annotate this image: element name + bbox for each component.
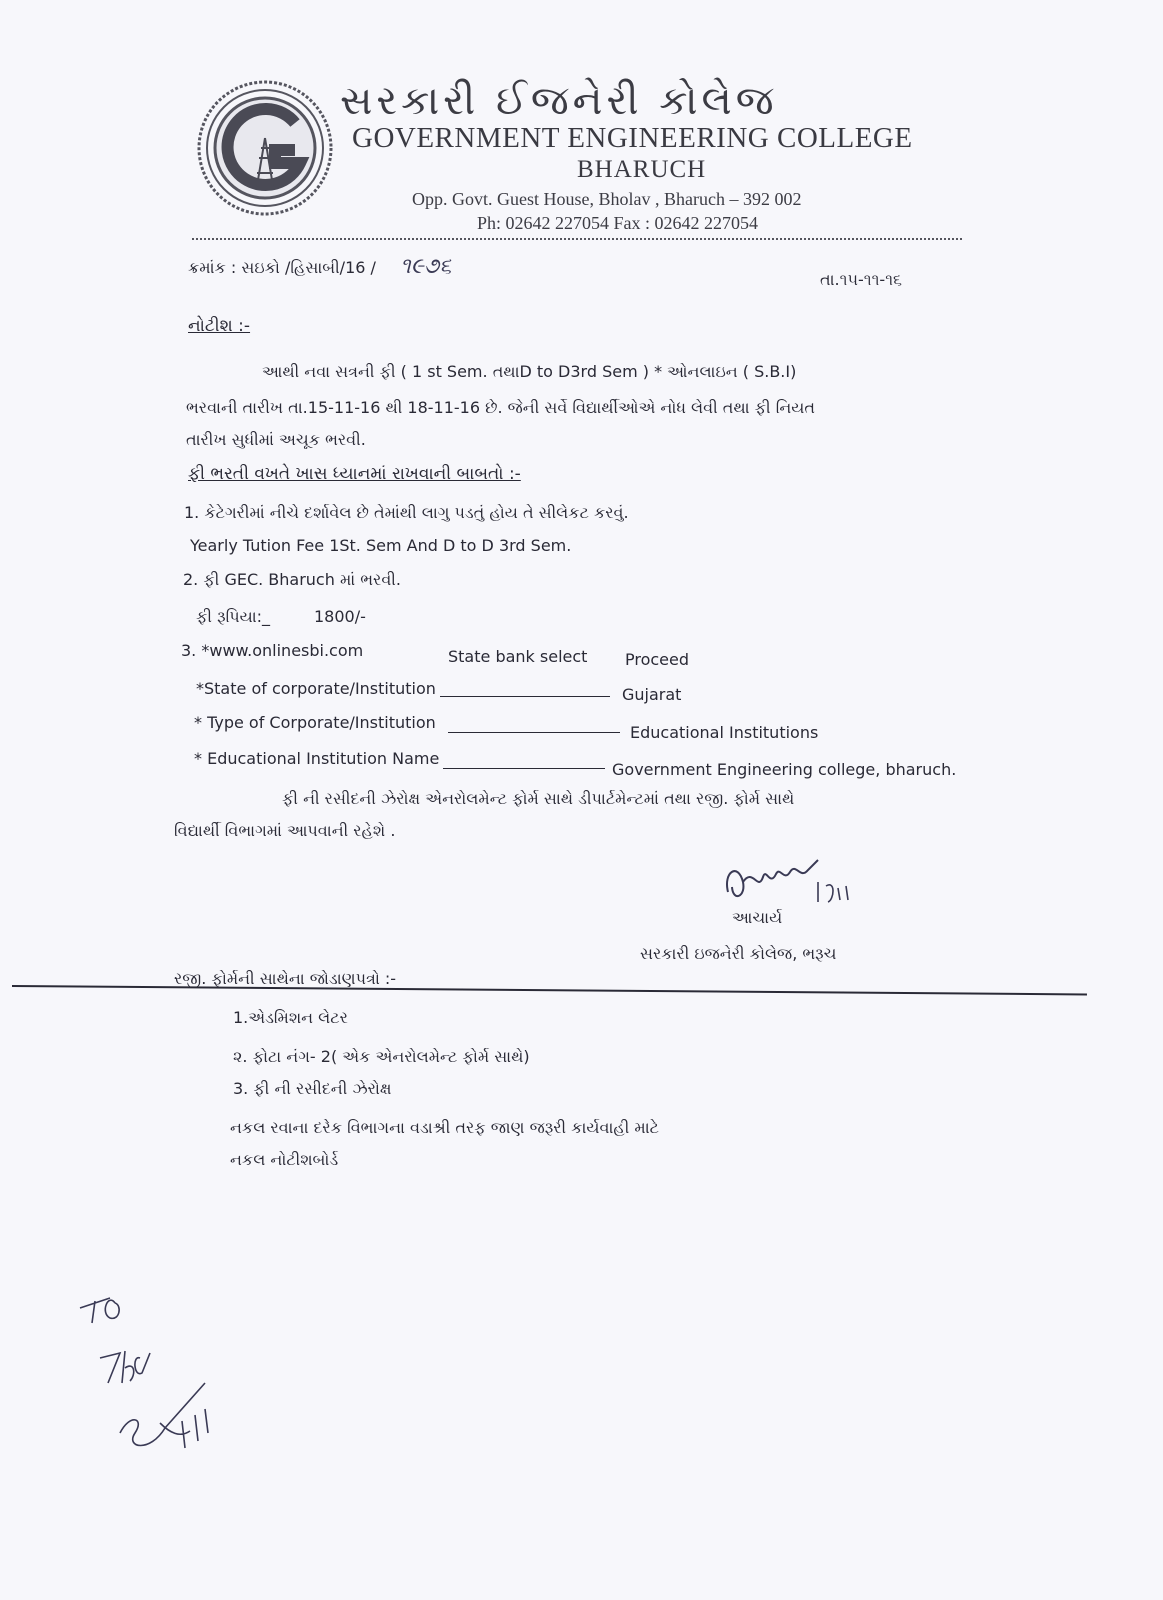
attachment-item-1: 1.એડમિશન લેટર: [233, 1008, 348, 1027]
name-blank: [443, 754, 605, 769]
header-divider: [192, 234, 962, 240]
college-name-gujarati: સરકારી ઈજનેરી કોલેજ: [340, 78, 778, 124]
instruction-item-2: 2. ફી GEC. Bharuch માં ભરવી.: [183, 570, 401, 589]
reference-number: ક્રમાંક : સઇકો /હિસાબી/16 /: [188, 258, 376, 277]
notice-paragraph-line2: ભરવાની તારીખ તા.15-11-16 થી 18-11-16 છે. જેની સર્વે વિદ્યાર્થીઓએ નોધ લેવી તથા ફી નિયત: [186, 398, 815, 417]
receipt-note-line1: ફી ની રસીદની ઝેરોક્ષ એનરોલમેન્ટ ફોર્મ સાથે ડીપાર્ટમેન્ટમાં તથા રજી. ફોર્મ સાથે: [282, 789, 795, 808]
instruction-item-1: 1. કેટેગરીમાં નીચે દર્શાવેલ છે તેમાંથી લાગુ પડતું હોય તે સીલેકટ કરવું.: [184, 503, 629, 522]
notice-paragraph-line1: આથી નવા સત્રની ફી ( 1 st Sem. તથાD to D3rd Sem ) * ઓનલાઇન ( S.B.I): [262, 362, 797, 381]
instructions-title: ફી ભરતી વખતે ખાસ ધ્યાનમાં રાખવાની બાબતો :-: [188, 464, 521, 484]
name-label: * Educational Institution Name: [194, 749, 440, 768]
attachment-item-2: ૨. ફોટા નંગ- 2( એક એનરોલમેન્ટ ફોર્મ સાથે): [233, 1047, 530, 1066]
type-value: Educational Institutions: [630, 723, 819, 742]
state-label: *State of corporate/Institution: [196, 679, 436, 698]
receipt-note-line2: વિદ્યાર્થી વિભાગમાં આપવાની રહેશે .: [174, 821, 396, 840]
college-name-english: GOVERNMENT ENGINEERING COLLEGE: [352, 122, 913, 154]
fee-label: ફી રૂપિયા:_: [196, 607, 271, 626]
college-phone: Ph: 02642 227054 Fax : 02642 227054: [477, 213, 759, 233]
fee-amount: 1800/-: [314, 607, 366, 626]
signatory-title: આચાર્ય: [732, 908, 783, 927]
college-city: BHARUCH: [577, 156, 707, 183]
signatory-office: સરકારી ઇજનેરી કોલેજ, ભરૂચ: [640, 944, 837, 963]
college-address: Opp. Govt. Guest House, Bholav , Bharuch – 392 002: [412, 189, 802, 209]
college-logo-icon: [195, 78, 335, 218]
instruction-item-3-site: 3. *www.onlinesbi.com: [181, 641, 364, 660]
copy-to-noticeboard: નકલ નોટીશબોર્ડ: [230, 1150, 339, 1169]
attachment-item-3: 3. ફી ની રસીદની ઝેરોક્ષ: [233, 1079, 392, 1098]
type-blank: [448, 718, 620, 733]
notice-title: નોટીશ :-: [188, 316, 251, 336]
instruction-item-3-step3: Proceed: [625, 650, 690, 669]
state-blank: [440, 682, 610, 697]
handwritten-note: [70, 1283, 240, 1483]
type-label: * Type of Corporate/Institution: [194, 713, 436, 732]
notice-date: તા.૧૫-૧૧-૧૬: [820, 270, 902, 289]
name-value: Government Engineering college, bharuch.: [612, 760, 957, 779]
state-value: Gujarat: [622, 685, 682, 704]
copy-to-departments: નકલ રવાના દરેક વિભાગના વડાશ્રી તરફ જાણ જરૂરી કાર્યવાહી માટે: [230, 1118, 659, 1137]
instruction-item-3-step2: State bank select: [448, 647, 588, 666]
attachments-title: રજી. ફોર્મની સાથેના જોડાણપત્રો :-: [174, 969, 397, 988]
reference-handwritten-number: ૧૯૭૬: [400, 254, 452, 279]
notice-paragraph-line3: તારીખ સુધીમાં અચૂક ભરવી.: [186, 430, 366, 449]
instruction-item-1-detail: Yearly Tution Fee 1St. Sem And D to D 3rd Sem.: [190, 536, 572, 555]
